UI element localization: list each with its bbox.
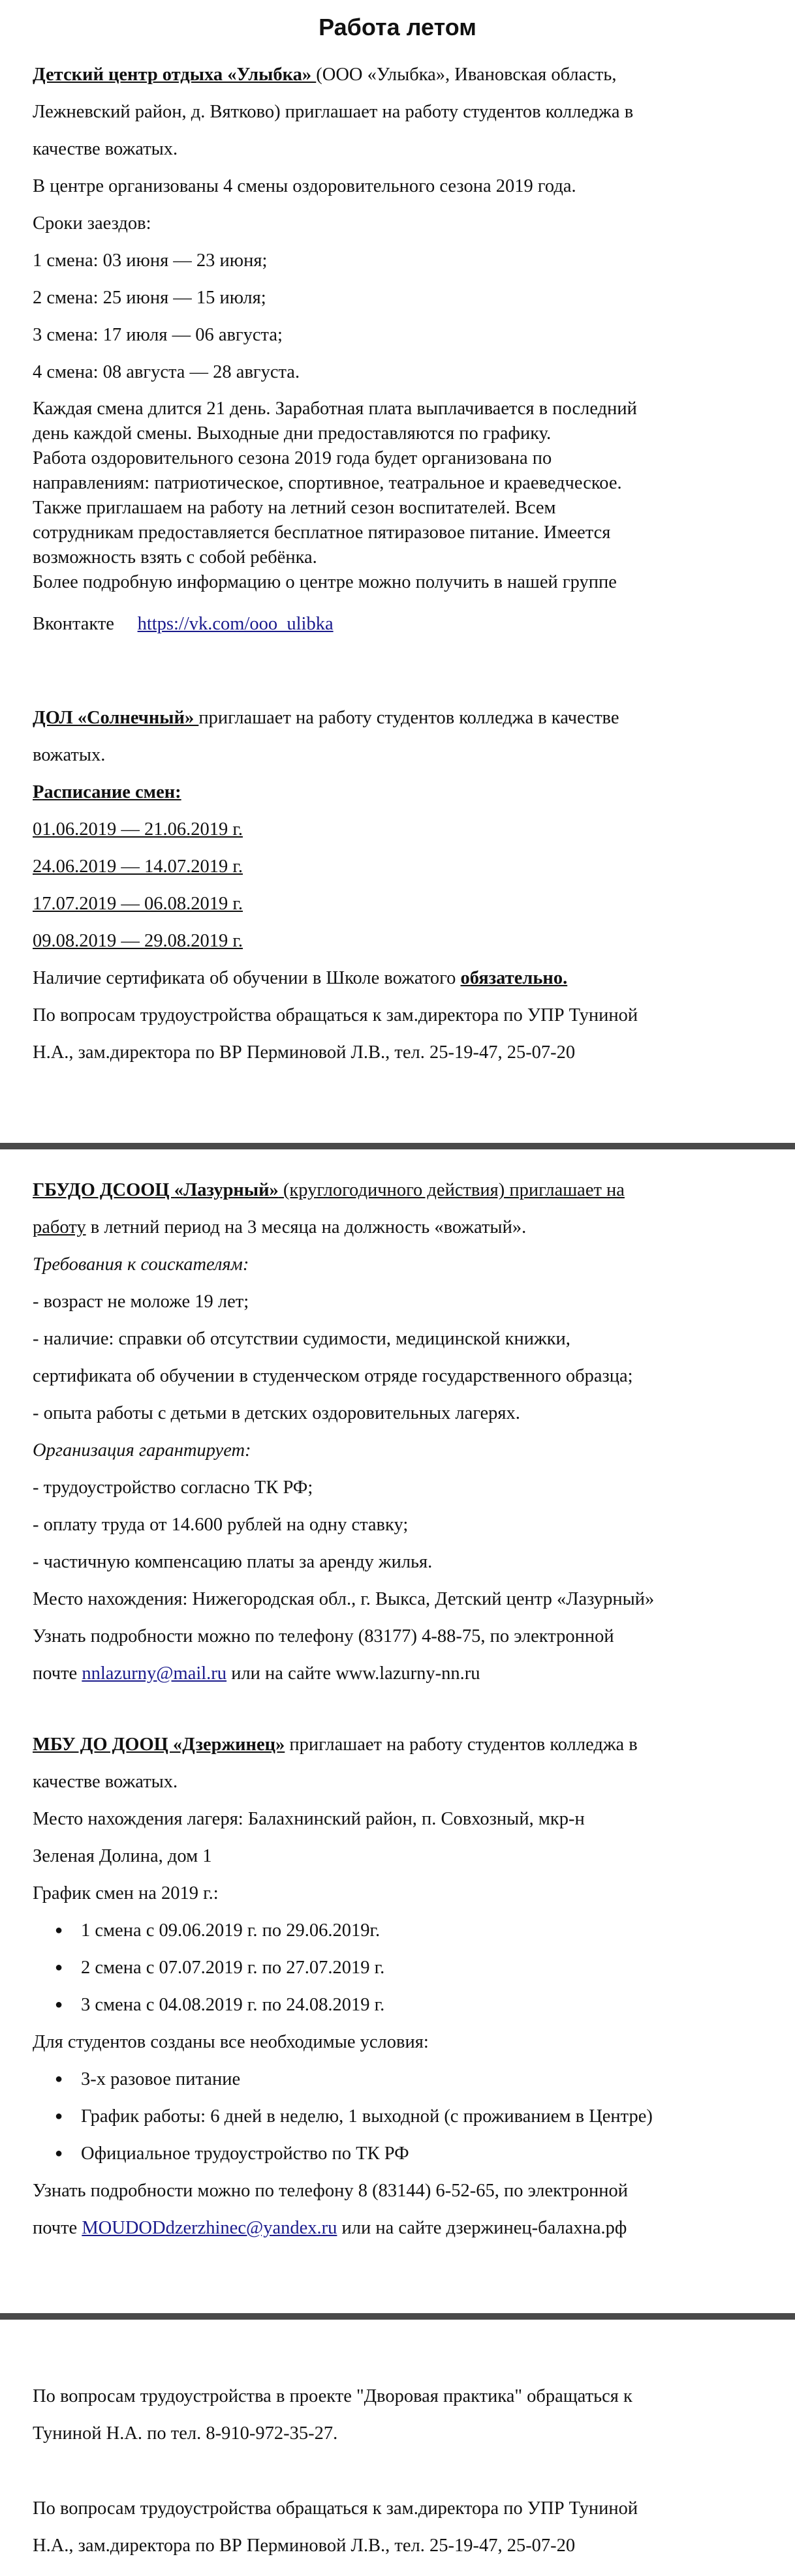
section-divider	[0, 2313, 795, 2320]
section-divider	[0, 1143, 795, 1149]
solnechny-schedule-header: Расписание смен:	[33, 782, 181, 802]
dzerzhinets-location-line-2: Зеленая Долина, дом 1	[33, 1846, 212, 1866]
bullet-icon: ●	[55, 2146, 63, 2160]
lazurny-guarantee: - частичную компенсацию платы за аренду жилья.	[33, 1552, 433, 1572]
solnechny-shift: 24.06.2019 — 14.07.2019 г.	[33, 856, 243, 877]
ulybka-shift: 1 смена: 03 июня — 23 июня;	[33, 250, 268, 271]
lazurny-name: ГБУДО ДСООЦ «Лазурный»	[33, 1180, 279, 1200]
lazurny-guarantee-header: Организация гарантирует:	[33, 1440, 251, 1461]
solnechny-shift: 01.06.2019 — 21.06.2019 г.	[33, 819, 243, 840]
lazurny-intro-line-2: работу в летний период на 3 месяца на должность «вожатый».	[33, 1217, 527, 1237]
solnechny-intro-line-2: вожатых.	[33, 745, 106, 765]
ulybka-name: Детский центр отдыха «Улыбка»	[33, 65, 317, 85]
solnechny-intro-line-1: ДОЛ «Солнечный» приглашает на работу студентов колледжа в качестве	[33, 708, 619, 728]
dzerzhinets-phone: Узнать подробности можно по телефону 8 (83144) 6-52-65, по электронной	[33, 2181, 628, 2201]
solnechny-name: ДОЛ «Солнечный»	[33, 708, 199, 728]
lazurny-email-link[interactable]: nnlazurny@mail.ru	[82, 1663, 227, 1684]
dzerzhinets-shift: 2 смена с 07.07.2019 г. по 27.07.2019 г.	[81, 1958, 385, 1978]
ulybka-intro-line-2: Лежневский район, д. Вятково) приглашает на работу студентов колледжа в	[33, 102, 634, 122]
ulybka-info-line: день каждой смены. Выходные дни предоставляются по графику.	[33, 423, 552, 444]
ulybka-intro-line-1: Детский центр отдыха «Улыбка» (ООО «Улыбка», Ивановская область,	[33, 65, 617, 85]
dzerzhinets-shift: 3 смена с 04.08.2019 г. по 24.08.2019 г.	[81, 1995, 385, 2015]
lazurny-requirement: - возраст не моложе 19 лет;	[33, 1292, 249, 1312]
ulybka-seasons: В центре организованы 4 смены оздоровительного сезона 2019 года.	[33, 176, 576, 196]
lazurny-requirements-header: Требования к соискателям:	[33, 1254, 249, 1275]
ulybka-shift: 2 смена: 25 июня — 15 июля;	[33, 288, 266, 308]
ulybka-info-line: возможность взять с собой ребёнка.	[33, 547, 317, 568]
vk-link[interactable]: https://vk.com/ooo_ulibka	[137, 614, 334, 634]
bullet-icon: ●	[55, 1997, 63, 2012]
lazurny-requirement: сертификата об обучении в студенческом отряде государственного образца;	[33, 1366, 633, 1386]
lazurny-requirement: - наличие: справки об отсутствии судимости, медицинской книжки,	[33, 1329, 570, 1349]
dvorovaya-contact-line-2: Туниной Н.А. по тел. 8-910-972-35-27.	[33, 2423, 338, 2444]
ulybka-vk-row	[33, 605, 764, 643]
lazurny-requirement: - опыта работы с детьми в детских оздоровительных лагерях.	[33, 1403, 520, 1423]
dzerzhinets-email-link[interactable]: MOUDODdzerzhinec@yandex.ru	[82, 2218, 337, 2238]
ulybka-info-line: Работа оздоровительного сезона 2019 года будет организована по	[33, 448, 552, 468]
ulybka-info-line: Также приглашаем на работу на летний сезон воспитателей. Всем	[33, 498, 556, 518]
lazurny-phone: Узнать подробности можно по телефону (83177) 4-88-75, по электронной	[33, 1626, 614, 1646]
ulybka-intro-line-3: качестве вожатых.	[33, 139, 178, 159]
dzerzhinets-conditions-header: Для студентов созданы все необходимые условия:	[33, 2032, 429, 2052]
footer-contact-line-1: По вопросам трудоустройства обращаться к зам.директора по УПР Туниной	[33, 2498, 638, 2519]
dzerzhinets-intro-line-1: МБУ ДО ДООЦ «Дзержинец» приглашает на работу студентов колледжа в	[33, 1735, 638, 1755]
bullet-icon: ●	[55, 2109, 63, 2123]
ulybka-shift: 4 смена: 08 августа — 28 августа.	[33, 362, 300, 382]
ulybka-info-line: сотрудникам предоставляется бесплатное пятиразовое питание. Имеется	[33, 523, 611, 543]
ulybka-info-line: направлениям: патриотическое, спортивное, театральное и краеведческое.	[33, 473, 622, 493]
ulybka-shift: 3 смена: 17 июля — 06 августа;	[33, 325, 283, 345]
dzerzhinets-condition: Официальное трудоустройство по ТК РФ	[81, 2144, 409, 2164]
bullet-icon: ●	[55, 1923, 63, 1937]
dzerzhinets-condition: 3-х разовое питание	[81, 2069, 241, 2089]
ulybka-info-line: Более подробную информацию о центре можно получить в нашей группе	[33, 572, 617, 592]
ulybka-dates-header: Сроки заездов:	[33, 213, 151, 234]
dzerzhinets-intro-line-2: качестве вожатых.	[33, 1772, 178, 1792]
lazurny-location: Место нахождения: Нижегородская обл., г. Выкса, Детский центр «Лазурный»	[33, 1589, 655, 1609]
lazurny-guarantee: - трудоустройство согласно ТК РФ;	[33, 1477, 313, 1498]
solnechny-contact-line-1: По вопросам трудоустройства обращаться к зам.директора по УПР Туниной	[33, 1005, 638, 1025]
dzerzhinets-location-line-1: Место нахождения лагеря: Балахнинский район, п. Совхозный, мкр-н	[33, 1809, 585, 1829]
lazurny-guarantee: - оплату труда от 14.600 рублей на одну ставку;	[33, 1515, 409, 1535]
bullet-icon: ●	[55, 1960, 63, 1975]
dzerzhinets-email-row: почте MOUDODdzerzhinec@yandex.ru или на сайте дзержинец-балахна.рф	[33, 2218, 627, 2238]
solnechny-certificate: Наличие сертификата об обучении в Школе вожатого обязательно.	[33, 968, 568, 988]
lazurny-email-row: почте nnlazurny@mail.ru или на сайте www.lazurny-nn.ru	[33, 1663, 480, 1684]
page-title: Работа летом	[319, 14, 476, 40]
dzerzhinets-schedule-header: График смен на 2019 г.:	[33, 1883, 219, 1903]
lazurny-intro-line-1: ГБУДО ДСООЦ «Лазурный» (круглогодичного действия) приглашает на	[33, 1180, 625, 1200]
certificate-required: обязательно.	[460, 968, 568, 988]
ulybka-info-line: Каждая смена длится 21 день. Заработная плата выплачивается в последний	[33, 399, 637, 419]
solnechny-shift: 17.07.2019 — 06.08.2019 г.	[33, 894, 243, 914]
dvorovaya-contact-line-1: По вопросам трудоустройства в проекте "Дворовая практика" обращаться к	[33, 2386, 632, 2406]
dzerzhinets-shift: 1 смена с 09.06.2019 г. по 29.06.2019г.	[81, 1920, 381, 1941]
solnechny-contact-line-2: Н.А., зам.директора по ВР Перминовой Л.В., тел. 25-19-47, 25-07-20	[33, 1042, 576, 1063]
vk-label: Вконтакте	[33, 614, 114, 634]
bullet-icon: ●	[55, 2072, 63, 2086]
dzerzhinets-condition: График работы: 6 дней в неделю, 1 выходной (с проживанием в Центре)	[81, 2106, 653, 2127]
solnechny-shift: 09.08.2019 — 29.08.2019 г.	[33, 931, 243, 951]
dzerzhinets-name: МБУ ДО ДООЦ «Дзержинец»	[33, 1735, 285, 1755]
footer-contact-line-2: Н.А., зам.директора по ВР Перминовой Л.В., тел. 25-19-47, 25-07-20	[33, 2536, 576, 2556]
